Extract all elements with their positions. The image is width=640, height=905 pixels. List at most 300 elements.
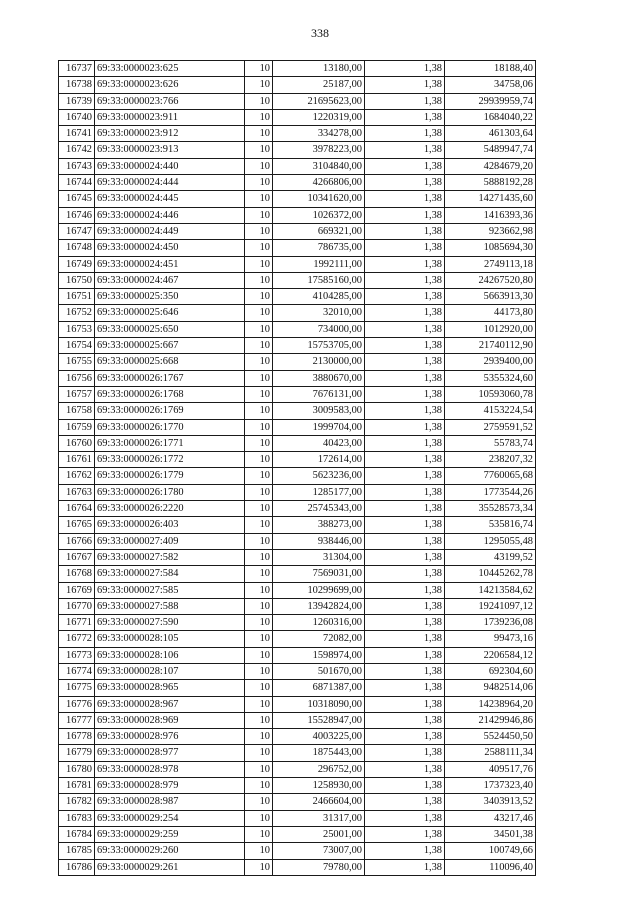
table-row xyxy=(59,712,536,728)
result-value-cell: 19241097,12 xyxy=(445,598,536,614)
table-row xyxy=(59,386,536,402)
cadastral-number-cell: 69:33:0000028:976 xyxy=(95,729,245,745)
coefficient-cell: 1,38 xyxy=(365,696,445,712)
coefficient-cell: 1,38 xyxy=(365,647,445,663)
table-row xyxy=(59,663,536,679)
result-value-cell: 2749113,18 xyxy=(445,256,536,272)
cadastral-value-cell: 7569031,00 xyxy=(273,566,365,582)
coefficient-cell: 1,38 xyxy=(365,549,445,565)
row-number-cell: 16783 xyxy=(59,810,95,826)
rate-cell: 10 xyxy=(245,191,273,207)
cadastral-number-cell: 69:33:0000029:254 xyxy=(95,810,245,826)
coefficient-cell: 1,38 xyxy=(365,386,445,402)
cadastral-value-cell: 1598974,00 xyxy=(273,647,365,663)
coefficient-cell: 1,38 xyxy=(365,272,445,288)
cadastral-number-cell: 69:33:0000024:467 xyxy=(95,272,245,288)
rate-cell: 10 xyxy=(245,126,273,142)
row-number-cell: 16764 xyxy=(59,501,95,517)
coefficient-cell: 1,38 xyxy=(365,142,445,158)
result-value-cell: 24267520,80 xyxy=(445,272,536,288)
row-number-cell: 16782 xyxy=(59,794,95,810)
cadastral-number-cell: 69:33:0000029:261 xyxy=(95,859,245,875)
table-row xyxy=(59,338,536,354)
coefficient-cell: 1,38 xyxy=(365,109,445,125)
rate-cell: 10 xyxy=(245,859,273,875)
row-number-cell: 16765 xyxy=(59,517,95,533)
table-row xyxy=(59,321,536,337)
result-value-cell: 461303,64 xyxy=(445,126,536,142)
cadastral-number-cell: 69:33:0000028:987 xyxy=(95,794,245,810)
coefficient-cell: 1,38 xyxy=(365,435,445,451)
cadastral-number-cell: 69:33:0000027:409 xyxy=(95,533,245,549)
row-number-cell: 16768 xyxy=(59,566,95,582)
row-number-cell: 16751 xyxy=(59,289,95,305)
coefficient-cell: 1,38 xyxy=(365,354,445,370)
result-value-cell: 5663913,30 xyxy=(445,289,536,305)
rate-cell: 10 xyxy=(245,468,273,484)
cadastral-value-cell: 31317,00 xyxy=(273,810,365,826)
cadastral-number-cell: 69:33:0000025:668 xyxy=(95,354,245,370)
rate-cell: 10 xyxy=(245,680,273,696)
result-value-cell: 2759591,52 xyxy=(445,419,536,435)
cadastral-number-cell: 69:33:0000027:584 xyxy=(95,566,245,582)
row-number-cell: 16781 xyxy=(59,778,95,794)
cadastral-number-cell: 69:33:0000024:446 xyxy=(95,207,245,223)
table-row xyxy=(59,859,536,875)
result-value-cell: 409517,76 xyxy=(445,761,536,777)
cadastral-number-cell: 69:33:0000023:766 xyxy=(95,93,245,109)
result-value-cell: 1684040,22 xyxy=(445,109,536,125)
row-number-cell: 16777 xyxy=(59,712,95,728)
result-value-cell: 99473,16 xyxy=(445,631,536,647)
result-value-cell: 692304,60 xyxy=(445,663,536,679)
result-value-cell: 21429946,86 xyxy=(445,712,536,728)
table-row xyxy=(59,631,536,647)
row-number-cell: 16754 xyxy=(59,338,95,354)
table-row xyxy=(59,435,536,451)
row-number-cell: 16750 xyxy=(59,272,95,288)
rate-cell: 10 xyxy=(245,338,273,354)
table-row xyxy=(59,696,536,712)
result-value-cell: 29939959,74 xyxy=(445,93,536,109)
cadastral-value-cell: 1220319,00 xyxy=(273,109,365,125)
coefficient-cell: 1,38 xyxy=(365,484,445,500)
cadastral-value-cell: 13942824,00 xyxy=(273,598,365,614)
cadastral-value-cell: 72082,00 xyxy=(273,631,365,647)
rate-cell: 10 xyxy=(245,794,273,810)
cadastral-number-cell: 69:33:0000024:450 xyxy=(95,240,245,256)
coefficient-cell: 1,38 xyxy=(365,729,445,745)
cadastral-value-cell: 1999704,00 xyxy=(273,419,365,435)
coefficient-cell: 1,38 xyxy=(365,533,445,549)
coefficient-cell: 1,38 xyxy=(365,582,445,598)
rate-cell: 10 xyxy=(245,256,273,272)
row-number-cell: 16767 xyxy=(59,549,95,565)
result-value-cell: 2939400,00 xyxy=(445,354,536,370)
cadastral-value-cell: 15753705,00 xyxy=(273,338,365,354)
row-number-cell: 16772 xyxy=(59,631,95,647)
cadastral-value-cell: 669321,00 xyxy=(273,223,365,239)
rate-cell: 10 xyxy=(245,435,273,451)
rate-cell: 10 xyxy=(245,207,273,223)
cadastral-number-cell: 69:33:0000025:667 xyxy=(95,338,245,354)
cadastral-value-cell: 79780,00 xyxy=(273,859,365,875)
rate-cell: 10 xyxy=(245,484,273,500)
rate-cell: 10 xyxy=(245,419,273,435)
cadastral-number-cell: 69:33:0000025:350 xyxy=(95,289,245,305)
cadastral-number-cell: 69:33:0000027:588 xyxy=(95,598,245,614)
cadastral-value-cell: 25001,00 xyxy=(273,826,365,842)
coefficient-cell: 1,38 xyxy=(365,745,445,761)
cadastral-number-cell: 69:33:0000023:626 xyxy=(95,77,245,93)
row-number-cell: 16737 xyxy=(59,61,95,77)
coefficient-cell: 1,38 xyxy=(365,631,445,647)
result-value-cell: 55783,74 xyxy=(445,435,536,451)
cadastral-value-cell: 31304,00 xyxy=(273,549,365,565)
result-value-cell: 5355324,60 xyxy=(445,370,536,386)
coefficient-cell: 1,38 xyxy=(365,158,445,174)
coefficient-cell: 1,38 xyxy=(365,61,445,77)
cadastral-number-cell: 69:33:0000025:650 xyxy=(95,321,245,337)
coefficient-cell: 1,38 xyxy=(365,615,445,631)
result-value-cell: 18188,40 xyxy=(445,61,536,77)
rate-cell: 10 xyxy=(245,77,273,93)
cadastral-value-cell: 938446,00 xyxy=(273,533,365,549)
cadastral-value-cell: 172614,00 xyxy=(273,452,365,468)
result-value-cell: 3403913,52 xyxy=(445,794,536,810)
table-row xyxy=(59,191,536,207)
rate-cell: 10 xyxy=(245,843,273,859)
rate-cell: 10 xyxy=(245,370,273,386)
coefficient-cell: 1,38 xyxy=(365,663,445,679)
rate-cell: 10 xyxy=(245,810,273,826)
rate-cell: 10 xyxy=(245,533,273,549)
coefficient-cell: 1,38 xyxy=(365,93,445,109)
row-number-cell: 16740 xyxy=(59,109,95,125)
result-value-cell: 44173,80 xyxy=(445,305,536,321)
table-row xyxy=(59,93,536,109)
coefficient-cell: 1,38 xyxy=(365,761,445,777)
result-value-cell: 1416393,36 xyxy=(445,207,536,223)
coefficient-cell: 1,38 xyxy=(365,289,445,305)
coefficient-cell: 1,38 xyxy=(365,566,445,582)
rate-cell: 10 xyxy=(245,386,273,402)
rate-cell: 10 xyxy=(245,778,273,794)
cadastral-number-cell: 69:33:0000023:911 xyxy=(95,109,245,125)
coefficient-cell: 1,38 xyxy=(365,338,445,354)
cadastral-value-cell: 388273,00 xyxy=(273,517,365,533)
table-row xyxy=(59,647,536,663)
row-number-cell: 16741 xyxy=(59,126,95,142)
coefficient-cell: 1,38 xyxy=(365,240,445,256)
result-value-cell: 35528573,34 xyxy=(445,501,536,517)
cadastral-number-cell: 69:33:0000023:912 xyxy=(95,126,245,142)
row-number-cell: 16755 xyxy=(59,354,95,370)
result-value-cell: 14271435,60 xyxy=(445,191,536,207)
cadastral-number-cell: 69:33:0000024:451 xyxy=(95,256,245,272)
result-value-cell: 100749,66 xyxy=(445,843,536,859)
rate-cell: 10 xyxy=(245,142,273,158)
data-table xyxy=(58,60,536,876)
coefficient-cell: 1,38 xyxy=(365,370,445,386)
cadastral-value-cell: 6871387,00 xyxy=(273,680,365,696)
cadastral-number-cell: 69:33:0000026:2220 xyxy=(95,501,245,517)
cadastral-value-cell: 10318090,00 xyxy=(273,696,365,712)
coefficient-cell: 1,38 xyxy=(365,452,445,468)
row-number-cell: 16785 xyxy=(59,843,95,859)
coefficient-cell: 1,38 xyxy=(365,843,445,859)
result-value-cell: 7760065,68 xyxy=(445,468,536,484)
table-row xyxy=(59,142,536,158)
rate-cell: 10 xyxy=(245,501,273,517)
coefficient-cell: 1,38 xyxy=(365,256,445,272)
result-value-cell: 43217,46 xyxy=(445,810,536,826)
rate-cell: 10 xyxy=(245,158,273,174)
cadastral-number-cell: 69:33:0000028:978 xyxy=(95,761,245,777)
coefficient-cell: 1,38 xyxy=(365,191,445,207)
cadastral-number-cell: 69:33:0000026:1779 xyxy=(95,468,245,484)
cadastral-value-cell: 4266806,00 xyxy=(273,175,365,191)
table-row xyxy=(59,761,536,777)
result-value-cell: 5888192,28 xyxy=(445,175,536,191)
table-row xyxy=(59,810,536,826)
rate-cell: 10 xyxy=(245,826,273,842)
rate-cell: 10 xyxy=(245,354,273,370)
coefficient-cell: 1,38 xyxy=(365,468,445,484)
rate-cell: 10 xyxy=(245,631,273,647)
coefficient-cell: 1,38 xyxy=(365,321,445,337)
cadastral-number-cell: 69:33:0000026:1772 xyxy=(95,452,245,468)
cadastral-value-cell: 1285177,00 xyxy=(273,484,365,500)
coefficient-cell: 1,38 xyxy=(365,680,445,696)
row-number-cell: 16766 xyxy=(59,533,95,549)
cadastral-number-cell: 69:33:0000024:449 xyxy=(95,223,245,239)
result-value-cell: 110096,40 xyxy=(445,859,536,875)
cadastral-value-cell: 4003225,00 xyxy=(273,729,365,745)
rate-cell: 10 xyxy=(245,240,273,256)
rate-cell: 10 xyxy=(245,615,273,631)
rate-cell: 10 xyxy=(245,729,273,745)
row-number-cell: 16780 xyxy=(59,761,95,777)
row-number-cell: 16775 xyxy=(59,680,95,696)
cadastral-number-cell: 69:33:0000028:105 xyxy=(95,631,245,647)
table-row xyxy=(59,533,536,549)
cadastral-value-cell: 4104285,00 xyxy=(273,289,365,305)
cadastral-number-cell: 69:33:0000027:585 xyxy=(95,582,245,598)
result-value-cell: 34501,38 xyxy=(445,826,536,842)
table-row xyxy=(59,549,536,565)
rate-cell: 10 xyxy=(245,305,273,321)
rate-cell: 10 xyxy=(245,712,273,728)
table-row xyxy=(59,175,536,191)
cadastral-value-cell: 1992111,00 xyxy=(273,256,365,272)
table-row xyxy=(59,778,536,794)
table-row xyxy=(59,566,536,582)
result-value-cell: 1739236,08 xyxy=(445,615,536,631)
row-number-cell: 16743 xyxy=(59,158,95,174)
row-number-cell: 16748 xyxy=(59,240,95,256)
cadastral-value-cell: 15528947,00 xyxy=(273,712,365,728)
cadastral-number-cell: 69:33:0000026:1768 xyxy=(95,386,245,402)
result-value-cell: 14238964,20 xyxy=(445,696,536,712)
coefficient-cell: 1,38 xyxy=(365,223,445,239)
cadastral-value-cell: 1026372,00 xyxy=(273,207,365,223)
result-value-cell: 10593060,78 xyxy=(445,386,536,402)
result-value-cell: 535816,74 xyxy=(445,517,536,533)
table-row xyxy=(59,223,536,239)
rate-cell: 10 xyxy=(245,223,273,239)
cadastral-number-cell: 69:33:0000029:260 xyxy=(95,843,245,859)
rate-cell: 10 xyxy=(245,566,273,582)
table-row xyxy=(59,582,536,598)
coefficient-cell: 1,38 xyxy=(365,126,445,142)
cadastral-number-cell: 69:33:0000025:646 xyxy=(95,305,245,321)
row-number-cell: 16769 xyxy=(59,582,95,598)
result-value-cell: 21740112,90 xyxy=(445,338,536,354)
rate-cell: 10 xyxy=(245,321,273,337)
table-row xyxy=(59,305,536,321)
row-number-cell: 16776 xyxy=(59,696,95,712)
coefficient-cell: 1,38 xyxy=(365,826,445,842)
table-row xyxy=(59,598,536,614)
row-number-cell: 16784 xyxy=(59,826,95,842)
cadastral-value-cell: 10299699,00 xyxy=(273,582,365,598)
coefficient-cell: 1,38 xyxy=(365,175,445,191)
row-number-cell: 16753 xyxy=(59,321,95,337)
result-value-cell: 10445262,78 xyxy=(445,566,536,582)
result-value-cell: 1773544,26 xyxy=(445,484,536,500)
result-value-cell: 1012920,00 xyxy=(445,321,536,337)
row-number-cell: 16758 xyxy=(59,403,95,419)
cadastral-value-cell: 1260316,00 xyxy=(273,615,365,631)
cadastral-number-cell: 69:33:0000028:979 xyxy=(95,778,245,794)
rate-cell: 10 xyxy=(245,403,273,419)
cadastral-value-cell: 786735,00 xyxy=(273,240,365,256)
coefficient-cell: 1,38 xyxy=(365,419,445,435)
table-row xyxy=(59,272,536,288)
table-row xyxy=(59,501,536,517)
cadastral-value-cell: 1875443,00 xyxy=(273,745,365,761)
coefficient-cell: 1,38 xyxy=(365,859,445,875)
row-number-cell: 16779 xyxy=(59,745,95,761)
coefficient-cell: 1,38 xyxy=(365,403,445,419)
cadastral-number-cell: 69:33:0000026:1770 xyxy=(95,419,245,435)
result-value-cell: 5489947,74 xyxy=(445,142,536,158)
row-number-cell: 16742 xyxy=(59,142,95,158)
rate-cell: 10 xyxy=(245,647,273,663)
result-value-cell: 2206584,12 xyxy=(445,647,536,663)
cadastral-value-cell: 2466604,00 xyxy=(273,794,365,810)
result-value-cell: 43199,52 xyxy=(445,549,536,565)
row-number-cell: 16762 xyxy=(59,468,95,484)
cadastral-number-cell: 69:33:0000029:259 xyxy=(95,826,245,842)
result-value-cell: 4153224,54 xyxy=(445,403,536,419)
table-body xyxy=(59,61,536,876)
cadastral-value-cell: 25187,00 xyxy=(273,77,365,93)
rate-cell: 10 xyxy=(245,93,273,109)
cadastral-number-cell: 69:33:0000027:582 xyxy=(95,549,245,565)
cadastral-value-cell: 10341620,00 xyxy=(273,191,365,207)
row-number-cell: 16756 xyxy=(59,370,95,386)
result-value-cell: 34758,06 xyxy=(445,77,536,93)
row-number-cell: 16745 xyxy=(59,191,95,207)
table-row xyxy=(59,843,536,859)
table-row xyxy=(59,745,536,761)
rate-cell: 10 xyxy=(245,663,273,679)
cadastral-value-cell: 3104840,00 xyxy=(273,158,365,174)
cadastral-number-cell: 69:33:0000023:625 xyxy=(95,61,245,77)
table-row xyxy=(59,517,536,533)
row-number-cell: 16771 xyxy=(59,615,95,631)
table-row xyxy=(59,484,536,500)
table-row xyxy=(59,240,536,256)
rate-cell: 10 xyxy=(245,109,273,125)
rate-cell: 10 xyxy=(245,761,273,777)
rate-cell: 10 xyxy=(245,272,273,288)
rate-cell: 10 xyxy=(245,452,273,468)
cadastral-number-cell: 69:33:0000023:913 xyxy=(95,142,245,158)
cadastral-value-cell: 3880670,00 xyxy=(273,370,365,386)
rate-cell: 10 xyxy=(245,175,273,191)
cadastral-number-cell: 69:33:0000027:590 xyxy=(95,615,245,631)
row-number-cell: 16746 xyxy=(59,207,95,223)
cadastral-value-cell: 2130000,00 xyxy=(273,354,365,370)
coefficient-cell: 1,38 xyxy=(365,712,445,728)
cadastral-number-cell: 69:33:0000028:967 xyxy=(95,696,245,712)
table-row xyxy=(59,370,536,386)
cadastral-value-cell: 5623236,00 xyxy=(273,468,365,484)
row-number-cell: 16757 xyxy=(59,386,95,402)
table-row xyxy=(59,729,536,745)
page-number: 338 xyxy=(311,26,329,40)
table-row xyxy=(59,826,536,842)
cadastral-number-cell: 69:33:0000024:440 xyxy=(95,158,245,174)
table-row xyxy=(59,256,536,272)
table-row xyxy=(59,126,536,142)
row-number-cell: 16738 xyxy=(59,77,95,93)
coefficient-cell: 1,38 xyxy=(365,305,445,321)
rate-cell: 10 xyxy=(245,517,273,533)
coefficient-cell: 1,38 xyxy=(365,501,445,517)
cadastral-number-cell: 69:33:0000024:444 xyxy=(95,175,245,191)
coefficient-cell: 1,38 xyxy=(365,778,445,794)
cadastral-number-cell: 69:33:0000026:1769 xyxy=(95,403,245,419)
cadastral-number-cell: 69:33:0000024:445 xyxy=(95,191,245,207)
cadastral-value-cell: 73007,00 xyxy=(273,843,365,859)
rate-cell: 10 xyxy=(245,745,273,761)
result-value-cell: 14213584,62 xyxy=(445,582,536,598)
cadastral-number-cell: 69:33:0000026:1767 xyxy=(95,370,245,386)
cadastral-value-cell: 21695623,00 xyxy=(273,93,365,109)
result-value-cell: 238207,32 xyxy=(445,452,536,468)
rate-cell: 10 xyxy=(245,598,273,614)
rate-cell: 10 xyxy=(245,289,273,305)
cadastral-value-cell: 40423,00 xyxy=(273,435,365,451)
row-number-cell: 16749 xyxy=(59,256,95,272)
result-value-cell: 1085694,30 xyxy=(445,240,536,256)
table-row xyxy=(59,61,536,77)
cadastral-number-cell: 69:33:0000026:1780 xyxy=(95,484,245,500)
rate-cell: 10 xyxy=(245,549,273,565)
row-number-cell: 16770 xyxy=(59,598,95,614)
rate-cell: 10 xyxy=(245,582,273,598)
table-row xyxy=(59,680,536,696)
row-number-cell: 16744 xyxy=(59,175,95,191)
cadastral-value-cell: 1258930,00 xyxy=(273,778,365,794)
table-row xyxy=(59,109,536,125)
row-number-cell: 16752 xyxy=(59,305,95,321)
cadastral-value-cell: 17585160,00 xyxy=(273,272,365,288)
